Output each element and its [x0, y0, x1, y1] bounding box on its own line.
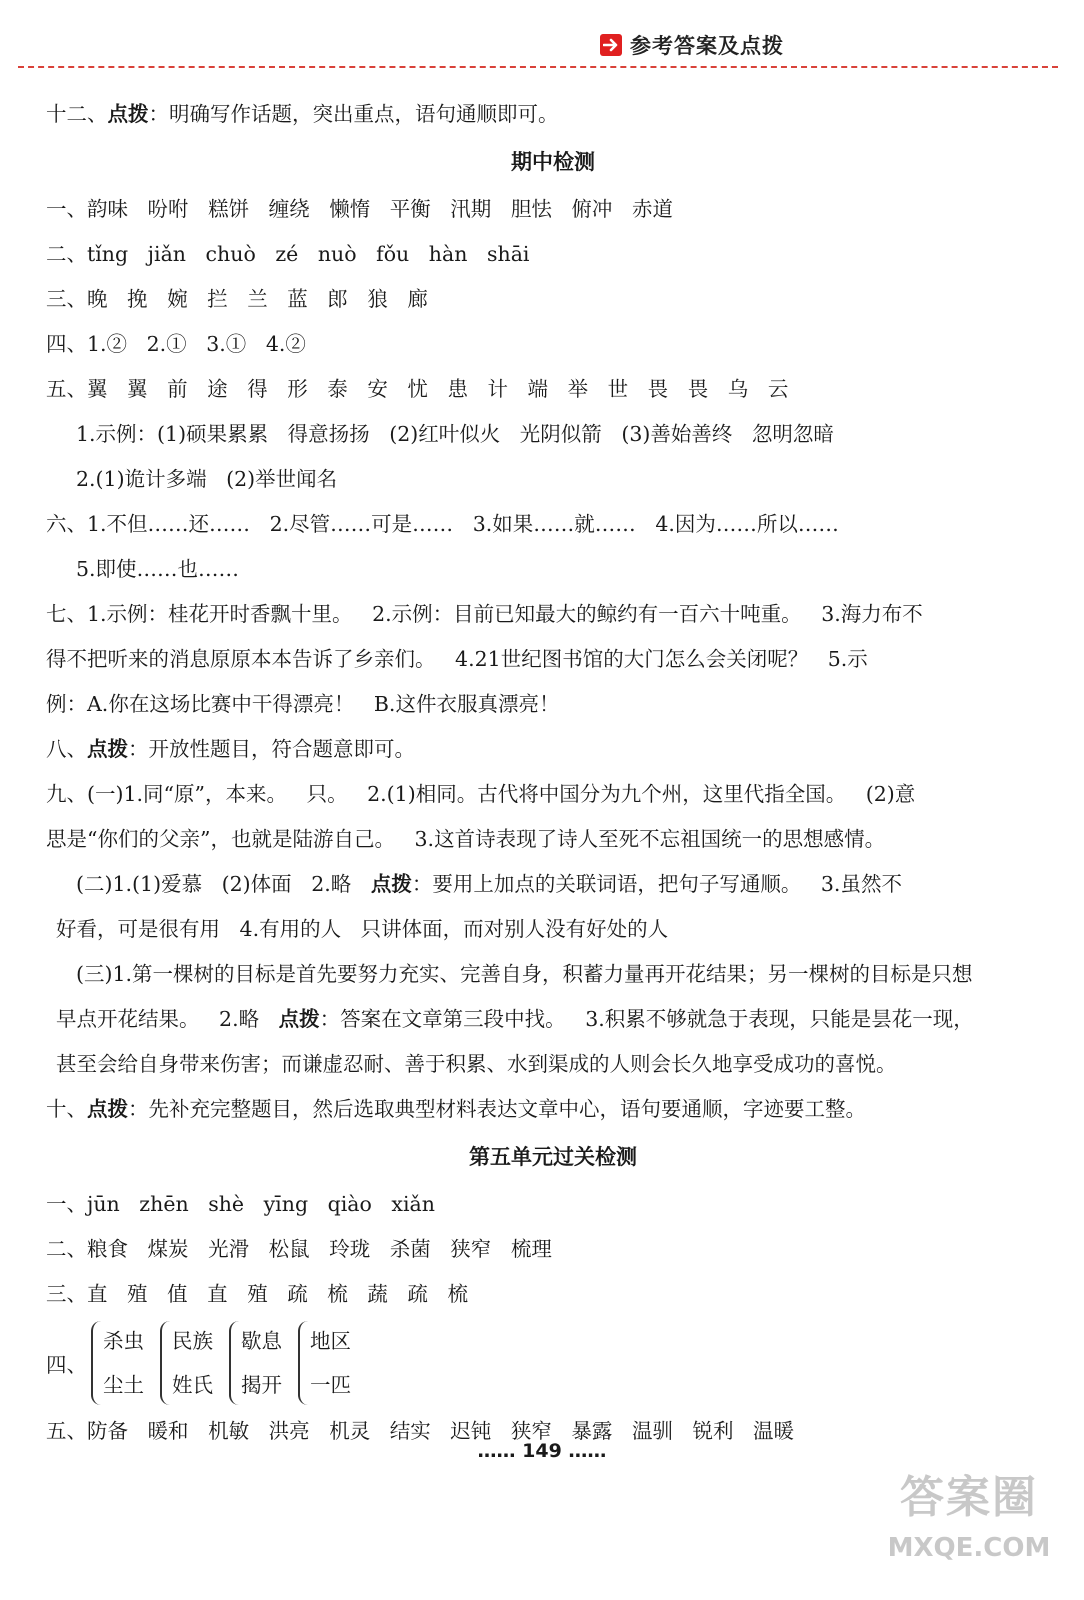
brace-group: 地区 一匹	[298, 1321, 351, 1405]
answer-line: (二)1.(1)爱慕 (2)体面 2.略 点拨：要用上加点的关联词语，把句子写通顺。 3.虽然不	[76, 872, 902, 896]
answer-line: 甚至会给自身带来伤害；而谦虚忍耐、善于积累、水到渠成的人则会长久地享受成功的喜悦。	[56, 1052, 897, 1076]
answer-line-8: 八、点拨：开放性题目，符合题意即可。	[46, 737, 415, 761]
answer-content	[46, 92, 1060, 1454]
answer-line-10: 十、点拨：先补充完整题目，然后选取典型材料表达文章中心，语句要通顺，字迹要工整。	[46, 1097, 866, 1121]
answer-line: 二、粮食 煤炭 光滑 松鼠 玲珑 杀菌 狭窄 梳理	[46, 1237, 552, 1261]
answer-line: 二、tǐng jiǎn chuò zé nuò fǒu hàn shāi	[46, 242, 530, 266]
header-divider	[18, 66, 1058, 68]
answer-line: 六、1.不但……还…… 2.尽管……可是…… 3.如果……就…… 4.因为……所以……	[46, 512, 839, 536]
answer-line: 早点开花结果。 2.略 点拨：答案在文章第三段中找。 3.积累不够就急于表现，只能是昙花一现，	[56, 1007, 974, 1031]
answer-line: 1.示例：(1)硕果累累 得意扬扬 (2)红叶似火 光阴似箭 (3)善始善终 忽明忽暗	[76, 422, 834, 446]
answer-line: 思是“你们的父亲”，也就是陆游自己。 3.这首诗表现了诗人至死不忘祖国统一的思想感情。	[46, 827, 886, 851]
answer-line: 好看，可是很有用 4.有用的人 只讲体面，而对别人没有好处的人	[56, 917, 669, 941]
page-number: …… 149 ……	[477, 1440, 607, 1462]
arrow-right-icon	[600, 34, 622, 56]
section-title-midterm: 期中检测	[511, 150, 595, 174]
answer-line-12: 十二、点拨：明确写作话题，突出重点，语句通顺即可。	[46, 102, 559, 126]
brace-group: 歇息 揭开	[229, 1321, 282, 1405]
section-title-unit5: 第五单元过关检测	[469, 1145, 637, 1169]
brace-group: 民族 姓氏	[160, 1321, 213, 1405]
answer-line: 得不把听来的消息原原本本告诉了乡亲们。 4.21世纪图书馆的大门怎么会关闭呢？ 5.示	[46, 647, 868, 671]
answer-line: 2.(1)诡计多端 (2)举世闻名	[76, 467, 338, 491]
header-title: 参考答案及点拨	[630, 34, 784, 58]
answer-line: 5.即使……也……	[76, 557, 240, 581]
answer-line: 一、jūn zhēn shè yīng qiào xiǎn	[46, 1192, 435, 1216]
brace-group: 杀虫 尘土	[91, 1321, 144, 1405]
answer-line: 五、防备 暖和 机敏 洪亮 机灵 结实 迟钝 狭窄 暴露 温驯 锐利 温暖	[46, 1419, 795, 1443]
watermark-logo: 答案圈 MXQE.COM	[887, 1472, 1051, 1563]
answer-line: (三)1.第一棵树的目标是首先要努力充实、完善自身，积蓄力量再开花结果；另一棵树的目标是只想	[76, 962, 973, 986]
answer-line: 五、翼 翼 前 途 得 形 泰 安 忧 患 计 端 举 世 畏 畏 乌 云	[46, 377, 789, 401]
page-header	[600, 30, 784, 60]
answer-line: 三、直 殖 值 直 殖 疏 梳 蔬 疏 梳	[46, 1282, 468, 1306]
answer-line: 九、(一)1.同“原”，本来。 只。 2.(1)相同。古代将中国分为九个州，这里代指全国。 (2)意	[46, 782, 916, 806]
answer-line: 七、1.示例：桂花开时香飘十里。 2.示例：目前已知最大的鲸约有一百六十吨重。 3.海力布不	[46, 602, 923, 626]
answer-line: 三、晚 挽 婉 拦 兰 蓝 郎 狼 廊	[46, 287, 428, 311]
answer-line: 例：A.你在这场比赛中干得漂亮！ B.这件衣服真漂亮！	[46, 692, 560, 716]
answer-q4-brace-groups: 四、 杀虫 尘土 民族 姓氏 歇息 揭开 地区 一匹	[46, 1317, 1060, 1409]
answer-line: 一、韵味 吩咐 糕饼 缠绕 懒惰 平衡 汛期 胆怯 俯冲 赤道	[46, 197, 673, 221]
answer-line: 四、1.② 2.① 3.① 4.②	[46, 332, 306, 356]
